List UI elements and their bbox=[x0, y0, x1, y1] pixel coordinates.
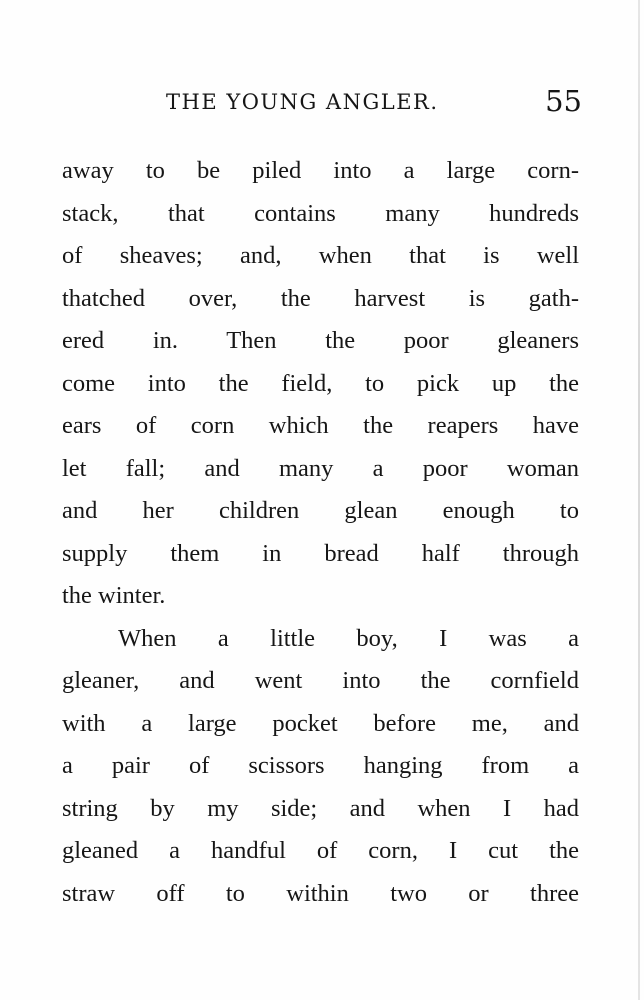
text-line: string by my side; and when I had bbox=[62, 794, 579, 822]
text-line: thatched over, the harvest is gath- bbox=[62, 284, 579, 312]
paragraph-end-line: the winter. bbox=[62, 582, 166, 609]
text-line: with a large pocket before me, and bbox=[62, 709, 579, 737]
text-line: away to be piled into a large corn- bbox=[62, 157, 579, 184]
text-line: stack, that contains many hundreds bbox=[62, 199, 579, 227]
text-line: ered in. Then the poor gleaners bbox=[62, 327, 579, 354]
body-text bbox=[62, 150, 579, 915]
page-header bbox=[62, 84, 582, 124]
running-title: THE YOUNG ANGLER. bbox=[166, 90, 439, 114]
page-edge-shadow bbox=[638, 0, 640, 1000]
text-line: gleaned a handful of corn, I cut the bbox=[62, 837, 579, 864]
page-number: 55 bbox=[545, 84, 582, 118]
text-line: let fall; and many a poor woman bbox=[62, 454, 579, 482]
text-line: of sheaves; and, when that is well bbox=[62, 242, 579, 269]
text-line: a pair of scissors hanging from a bbox=[62, 752, 579, 779]
text-line: supply them in bread half through bbox=[62, 539, 579, 567]
text-line: ears of corn which the reapers have bbox=[62, 412, 579, 439]
text-line: gleaner, and went into the cornfield bbox=[62, 667, 579, 694]
text-line: straw off to within two or three bbox=[62, 879, 579, 907]
text-line: and her children glean enough to bbox=[62, 497, 579, 524]
paragraph-start-line: When a little boy, I was a bbox=[118, 624, 579, 652]
text-line: come into the field, to pick up the bbox=[62, 369, 579, 397]
